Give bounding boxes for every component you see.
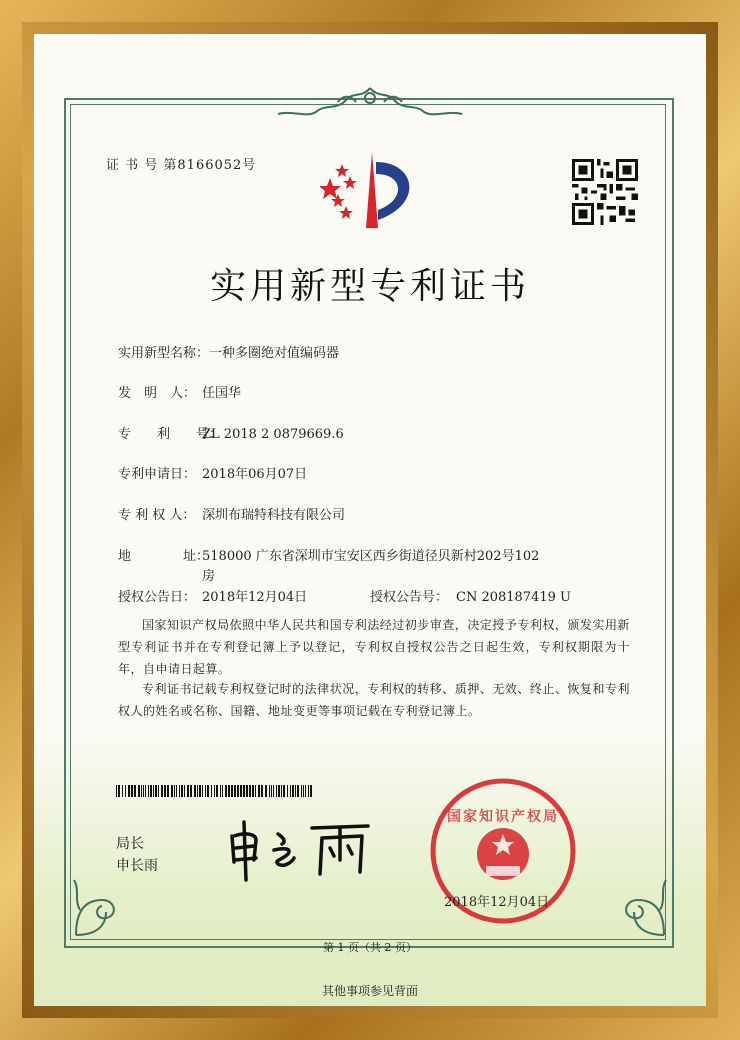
grant-date-row xyxy=(118,586,307,605)
barcode-bar xyxy=(134,785,136,797)
barcode-bar xyxy=(283,785,285,797)
utility-name-value: 一种多圈绝对值编码器 xyxy=(209,346,340,361)
utility-name-label: 实用新型名称： xyxy=(118,346,210,361)
patentee-value: 深圳布瑞特科技有限公司 xyxy=(202,508,346,523)
barcode-bar xyxy=(303,785,304,797)
barcode-bar xyxy=(143,785,144,797)
barcode-bar xyxy=(187,785,189,797)
barcode-bar xyxy=(273,785,274,797)
barcode-bar xyxy=(118,785,120,797)
barcode-bar xyxy=(222,785,223,797)
barcode-bar xyxy=(220,785,221,797)
barcode-bar xyxy=(131,785,133,797)
barcode-bar xyxy=(211,785,212,797)
address-continuation: 房 xyxy=(202,569,216,584)
qr-code-icon xyxy=(572,159,638,225)
barcode-bar xyxy=(234,785,236,797)
patentee-label: 专 利 权 人： xyxy=(118,508,196,523)
barcode-bar xyxy=(161,785,163,797)
barcode-bar xyxy=(287,785,288,797)
barcode-bar xyxy=(150,785,152,797)
barcode-bar xyxy=(174,785,175,797)
barcode-icon xyxy=(116,785,314,797)
barcode-bar xyxy=(122,785,123,797)
page-indicator: 第 1 页（共 2 页） xyxy=(323,941,417,954)
barcode-bar xyxy=(225,785,227,797)
barcode-bar xyxy=(171,785,173,797)
barcode-bar xyxy=(301,785,302,797)
barcode-bar xyxy=(278,785,280,797)
grant-date-value: 2018年12月04日 xyxy=(202,590,308,605)
legal-status-paragraph: 专利证书记载专利权登记时的法律状况，专利权的转移、质押、无效、终止、恢复和专利权人的姓名或名称、国籍、地址变更等事项记载在专利登记簿上。 xyxy=(118,682,630,718)
barcode-bar xyxy=(153,785,154,797)
barcode-bar xyxy=(179,785,180,797)
seal-date: 2018年12月04日 xyxy=(444,895,550,910)
director-title: 局长 xyxy=(116,836,144,852)
barcode-bar xyxy=(164,785,166,797)
address-row xyxy=(118,545,539,564)
barcode-bar xyxy=(116,785,117,797)
grant-date-label: 授权公告日： xyxy=(118,590,197,605)
inventor-row xyxy=(118,382,241,401)
barcode-bar xyxy=(228,785,230,797)
barcode-bar xyxy=(138,785,140,797)
address-value: 518000 广东省深圳市宝安区西乡街道径贝新村202号102 xyxy=(202,549,540,564)
barcode-bar xyxy=(141,785,142,797)
seal-text: 国家知识产权局 xyxy=(447,809,559,825)
barcode-bar xyxy=(258,785,260,797)
barcode-bar xyxy=(125,785,126,797)
barcode-bar xyxy=(271,785,272,797)
patent-number-value: ZL 2018 2 0879669.6 xyxy=(202,427,344,442)
barcode-bar xyxy=(148,785,149,797)
barcode-bar xyxy=(214,785,215,797)
certificate-title: 实用新型专利证书 xyxy=(209,266,530,307)
barcode-bar xyxy=(240,785,242,797)
address-label: 地 址： xyxy=(118,549,210,564)
barcode-bar xyxy=(308,785,309,797)
grant-number-label: 授权公告号： xyxy=(370,590,449,605)
cnipa-logo-icon xyxy=(320,150,430,232)
decision-paragraph: 国家知识产权局依照中华人民共和国专利法经过初步审查，决定授予专利权，颁发实用新型专利证书并在专利登记簿上予以登记，专利权自授权公告之日起生效，专利权期限为十年，自申请日起算。 xyxy=(118,618,630,676)
barcode-bar xyxy=(184,785,185,797)
barcode-bar xyxy=(190,785,192,797)
patent-number-row xyxy=(118,423,344,442)
barcode-bar xyxy=(145,785,146,797)
back-note: 其他事项参见背面 xyxy=(321,984,418,998)
top-ornament-icon xyxy=(272,84,468,118)
inventor-value: 任国华 xyxy=(202,386,242,401)
barcode-bar xyxy=(246,785,248,797)
barcode-bar xyxy=(205,785,206,797)
inventor-label: 发 明 人： xyxy=(118,386,197,401)
barcode-bar xyxy=(276,785,277,797)
utility-name-row xyxy=(118,342,339,361)
barcode-bar xyxy=(269,785,270,797)
barcode-bar xyxy=(305,785,306,797)
barcode-bar xyxy=(167,785,169,797)
barcode-bar xyxy=(155,785,157,797)
director-name: 申长雨 xyxy=(116,858,158,874)
barcode-bar xyxy=(181,785,183,797)
barcode-bar xyxy=(295,785,296,797)
grant-number-value: CN 208187419 U xyxy=(456,590,571,605)
patentee-row xyxy=(118,504,345,523)
barcode-bar xyxy=(310,785,312,797)
barcode-bar xyxy=(216,785,218,797)
barcode-bar xyxy=(158,785,159,797)
barcode-bar xyxy=(261,785,263,797)
barcode-bar xyxy=(249,785,251,797)
barcode-bar xyxy=(265,785,267,797)
barcode-bar xyxy=(237,785,239,797)
filing-date-label: 专利申请日： xyxy=(118,467,197,482)
barcode-bar xyxy=(231,785,233,797)
filing-date-value: 2018年06月07日 xyxy=(202,467,308,482)
barcode-bar xyxy=(281,785,282,797)
barcode-bar xyxy=(199,785,201,797)
filing-date-row xyxy=(118,463,307,482)
corner-ornament-icon xyxy=(604,860,674,940)
barcode-bar xyxy=(176,785,177,797)
barcode-bar xyxy=(292,785,294,797)
barcode-bar xyxy=(197,785,198,797)
barcode-bar xyxy=(255,785,256,797)
barcode-bar xyxy=(128,785,130,797)
barcode-bar xyxy=(290,785,291,797)
director-signature xyxy=(222,814,382,884)
barcode-bar xyxy=(252,785,254,797)
barcode-bar xyxy=(207,785,209,797)
certificate-number: 证 书 号 第8166052号 xyxy=(106,158,257,173)
patent-number-label: 专 利 号： xyxy=(118,427,223,442)
barcode-bar xyxy=(297,785,299,797)
barcode-bar xyxy=(243,785,245,797)
grant-number-row xyxy=(370,586,571,605)
barcode-bar xyxy=(194,785,196,797)
barcode-bar xyxy=(202,785,203,797)
